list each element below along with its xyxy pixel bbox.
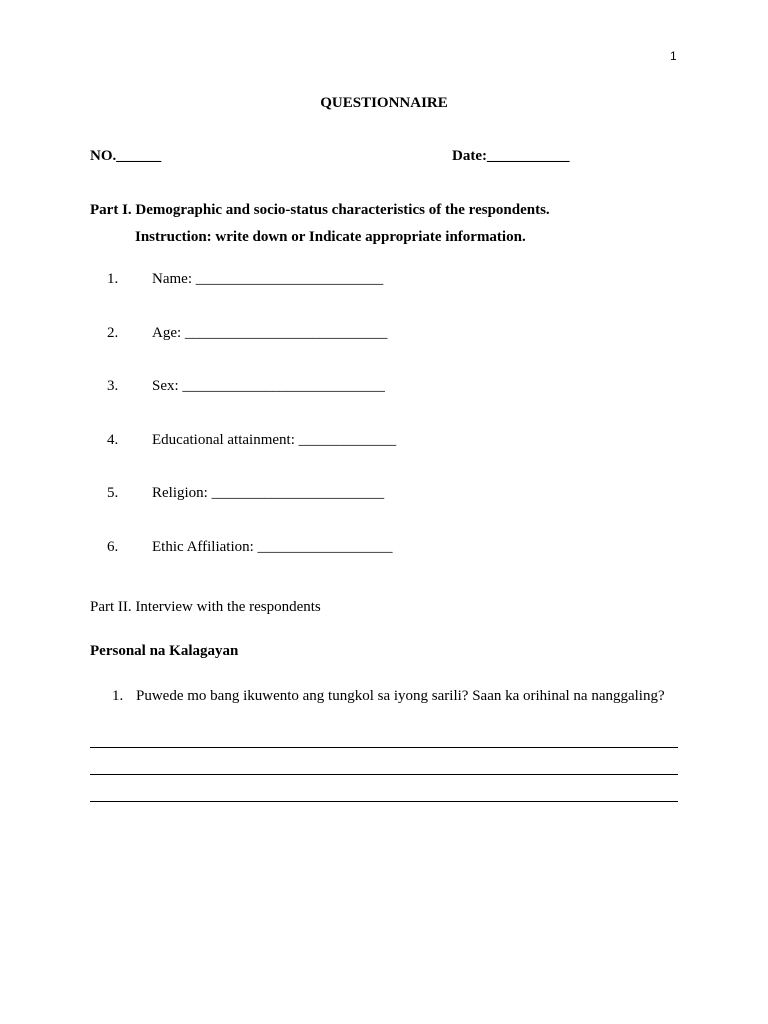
question-text: Puwede mo bang ikuwento ang tungkol sa iyong sarili? Saan ka orihinal na nanggaling? <box>136 688 665 704</box>
number-field: NO.______ <box>90 148 162 164</box>
document-title: QUESTIONNAIRE <box>320 95 448 111</box>
question-number: 1. <box>112 688 124 704</box>
item-number: 4. <box>107 432 119 448</box>
answer-line <box>90 747 678 748</box>
item-number: 6. <box>107 539 119 555</box>
name-field-label: Name: _________________________ <box>152 271 384 287</box>
page-number: 1 <box>670 49 677 63</box>
item-number: 3. <box>107 378 119 394</box>
sex-field-label: Sex: ___________________________ <box>152 378 385 394</box>
part1-heading: Part I. Demographic and socio-status characteristics of the respondents. <box>90 202 550 218</box>
religion-field-label: Religion: _______________________ <box>152 485 385 501</box>
date-field: Date:___________ <box>452 148 570 164</box>
item-number: 5. <box>107 485 119 501</box>
item-number: 1. <box>107 271 119 287</box>
ethnic-affiliation-field-label: Ethic Affiliation: __________________ <box>152 539 393 555</box>
answer-line <box>90 774 678 775</box>
part1-instruction: Instruction: write down or Indicate appropriate information. <box>135 229 526 245</box>
answer-line <box>90 801 678 802</box>
section-heading: Personal na Kalagayan <box>90 643 239 659</box>
part2-heading: Part II. Interview with the respondents <box>90 599 321 615</box>
education-field-label: Educational attainment: _____________ <box>152 432 397 448</box>
item-number: 2. <box>107 325 119 341</box>
age-field-label: Age: ___________________________ <box>152 325 388 341</box>
